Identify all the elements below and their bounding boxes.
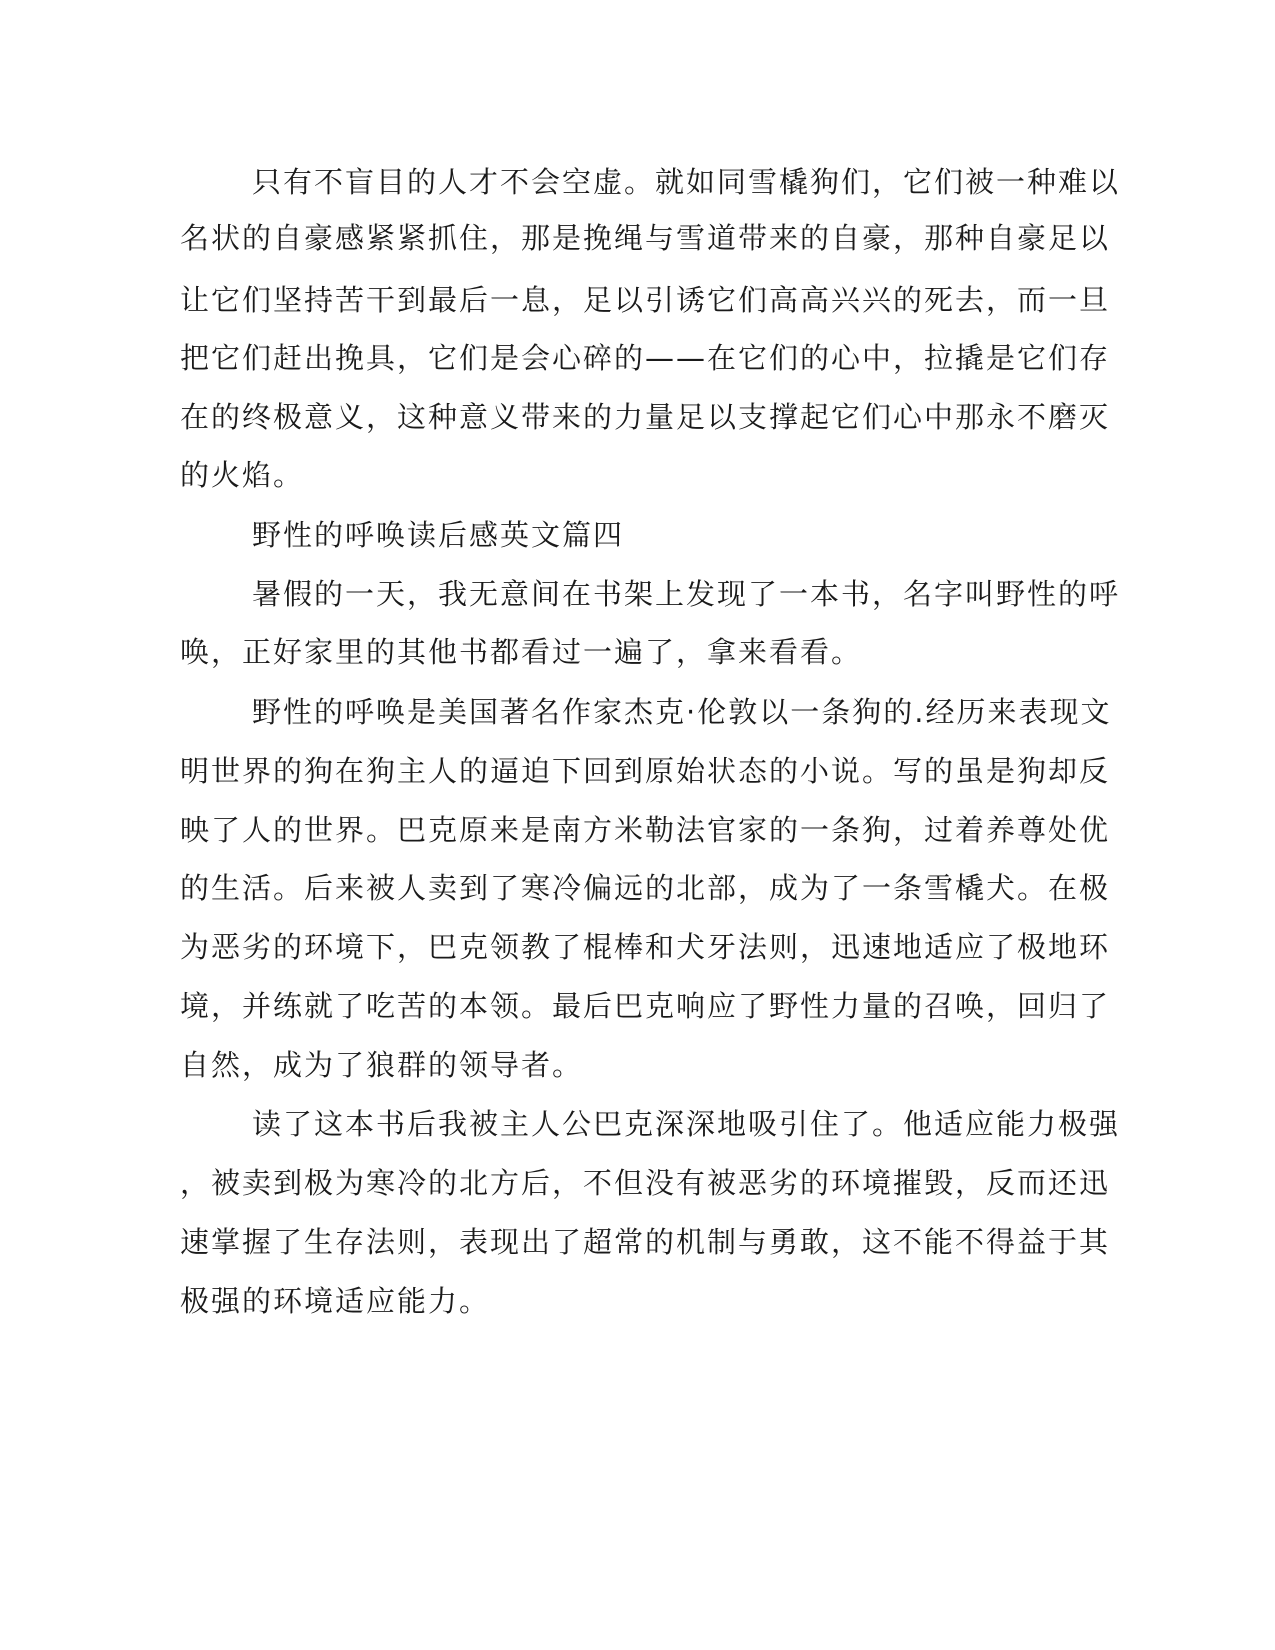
paragraph-line: 映了人的世界。巴克原来是南方米勒法官家的一条狗，过着养尊处优 [180, 813, 1111, 847]
paragraph-line: 自然，成为了狼群的领导者。 [180, 1048, 584, 1082]
paragraph-line: 名状的自豪感紧紧抓住，那是挽绳与雪道带来的自豪，那种自豪足以 [180, 221, 1111, 255]
paragraph-line: 唤，正好家里的其他书都看过一遍了，拿来看看。 [180, 635, 863, 669]
paragraph-line: 明世界的狗在狗主人的逼迫下回到原始状态的小说。写的虽是狗却反 [180, 754, 1111, 788]
paragraph-line: 读了这本书后我被主人公巴克深深地吸引住了。他适应能力极强 [252, 1107, 1121, 1141]
paragraph-line: 境，并练就了吃苦的本领。最后巴克响应了野性力量的召唤，回归了 [180, 989, 1111, 1023]
paragraph-line: ，被卖到极为寒冷的北方后，不但没有被恶劣的环境摧毁，反而还迅 [180, 1166, 1111, 1200]
paragraph-line: 野性的呼唤是美国著名作家杰克·伦敦以一条狗的.经历来表现文 [252, 695, 1112, 729]
paragraph-line: 让它们坚持苦干到最后一息，足以引诱它们高高兴兴的死去，而一旦 [180, 283, 1111, 317]
paragraph-line: 只有不盲目的人才不会空虚。就如同雪橇狗们，它们被一种难以 [252, 165, 1121, 199]
paragraph-line: 速掌握了生存法则，表现出了超常的机制与勇敢，这不能不得益于其 [180, 1225, 1111, 1259]
paragraph-line: 的生活。后来被人卖到了寒冷偏远的北部，成为了一条雪橇犬。在极 [180, 871, 1111, 905]
section-heading: 野性的呼唤读后感英文篇四 [252, 518, 625, 552]
paragraph-line: 在的终极意义，这种意义带来的力量足以支撑起它们心中那永不磨灭 [180, 400, 1111, 434]
paragraph-line: 暑假的一天，我无意间在书架上发现了一本书，名字叫野性的呼 [252, 577, 1121, 611]
paragraph-line: 极强的环境适应能力。 [180, 1284, 491, 1318]
paragraph-line: 为恶劣的环境下，巴克领教了棍棒和犬牙法则，迅速地适应了极地环 [180, 930, 1111, 964]
paragraph-line: 的火焰。 [180, 458, 305, 492]
paragraph-line: 把它们赶出挽具，它们是会心碎的——在它们的心中，拉撬是它们存 [180, 341, 1111, 375]
